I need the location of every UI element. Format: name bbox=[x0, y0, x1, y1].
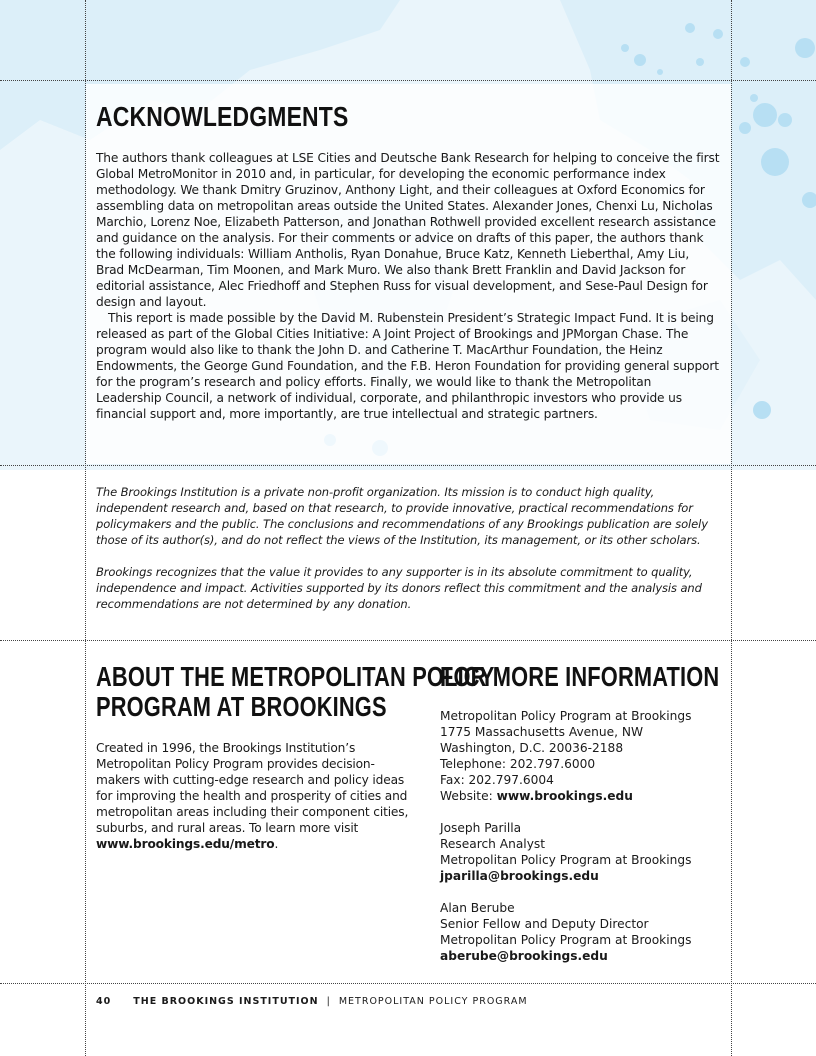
more-info-body bbox=[440, 708, 730, 964]
contact-email[interactable]: aberube@brookings.edu bbox=[440, 949, 608, 963]
contact-block bbox=[440, 900, 730, 964]
address-line-1: 1775 Massachusetts Avenue, NW bbox=[440, 725, 644, 739]
acknowledgments-paragraph-2: This report is made possible by the David M. Rubenstein President’s Strategic Impact Fund. It is being released as part of the Global Cities Initiative: A Joint Project of Brookings and JPMorgan Chase. The program would also like to thank the John D. and Catherine T. MacArthur Foundation, the Heinz Endowments, the George Gund Foundation, and the F.B. Heron Foundation for providing general support for the program’s research and policy efforts. Finally, we would like to thank the Metropolitan Leadership Council, a network of individual, corporate, and philanthropic investors who provide us financial support and, more importantly, are true intellectual and strategic partners. bbox=[96, 311, 719, 421]
contact-org: Metropolitan Policy Program at Brookings bbox=[440, 853, 692, 867]
website-label: Website: bbox=[440, 789, 497, 803]
guide-line-mid1 bbox=[0, 465, 816, 466]
guide-line-right bbox=[731, 0, 732, 1056]
acknowledgments-section bbox=[96, 102, 720, 422]
contact-title: Senior Fellow and Deputy Director bbox=[440, 917, 649, 931]
contact-name: Alan Berube bbox=[440, 901, 515, 915]
guide-line-top bbox=[0, 80, 816, 81]
contact-email[interactable]: jparilla@brookings.edu bbox=[440, 869, 599, 883]
contact-block bbox=[440, 820, 730, 884]
more-info-heading: FOR MORE INFORMATION bbox=[440, 661, 720, 692]
footer-program: METROPOLITAN POLICY PROGRAM bbox=[338, 996, 528, 1007]
fax: Fax: 202.797.6004 bbox=[440, 773, 554, 787]
guide-line-mid2 bbox=[0, 640, 816, 641]
telephone: Telephone: 202.797.6000 bbox=[440, 757, 596, 771]
address-line-2: Washington, D.C. 20036-2188 bbox=[440, 741, 624, 755]
disclaimer-paragraph-2: Brookings recognizes that the value it provides to any supporter is in its absolute commitment to quality, independence and impact. Activities supported by its donors reflect this commitment and the analysis and recommendations are not determined by any donation. bbox=[96, 565, 702, 611]
about-heading-line-2: PROGRAM AT BROOKINGS bbox=[96, 691, 387, 722]
contact-org: Metropolitan Policy Program at Brookings bbox=[440, 933, 692, 947]
contact-name: Joseph Parilla bbox=[440, 821, 522, 835]
website-link[interactable]: www.brookings.edu bbox=[496, 789, 633, 803]
acknowledgments-heading: ACKNOWLEDGMENTS bbox=[96, 101, 349, 132]
org-contact-block bbox=[440, 708, 730, 804]
disclaimer-section bbox=[96, 484, 722, 628]
acknowledgments-paragraph-1: The authors thank colleagues at LSE Cities and Deutsche Bank Research for helping to conceive the first Global MetroMonitor in 2010 and, in particular, for developing the economic performance index methodology. We thank Dmitry Gruzinov, Anthony Light, and their colleagues at Oxford Economics for assembling data on metropolitan areas outside the United States. Alexander Jones, Chenxi Lu, Nicholas Marchio, Lorenz Noe, Elizabeth Patterson, and Jonathan Rothwell provided excellent research assistance and guidance on the analysis. For their comments or advice on drafts of this paper, the authors thank the following individuals: William Antholis, Ryan Donahue, Bruce Katz, Kenneth Lieberthal, Amy Liu, Brad McDearman, Tim Moonen, and Mark Muro. We also thank Brett Franklin and David Jackson for editorial assistance, Alec Friedhoff and Stephen Russ for visual development, and Sese-Paul Design for design and layout. bbox=[96, 151, 720, 309]
footer-separator: | bbox=[326, 996, 331, 1007]
about-link[interactable]: www.brookings.edu/metro bbox=[96, 837, 275, 851]
website-line bbox=[440, 788, 730, 804]
page-footer bbox=[96, 996, 528, 1007]
more-info-section bbox=[440, 662, 730, 980]
guide-line-left bbox=[85, 0, 86, 1056]
disclaimer-paragraph-1: The Brookings Institution is a private non-profit organization. Its mission is to conduct high quality, independent research and, based on that research, to provide innovative, practical recommendations for policymakers and the public. The conclusions and recommendations of any Brookings publication are solely those of its author(s), and do not reflect the views of the Institution, its management, or its other scholars. bbox=[96, 485, 708, 547]
about-body bbox=[96, 740, 414, 852]
about-heading-line-1: ABOUT THE METROPOLITAN POLICY bbox=[96, 661, 495, 692]
acknowledgments-body bbox=[96, 150, 720, 422]
about-text: Created in 1996, the Brookings Institution’s Metropolitan Policy Program provides decision-makers with cutting-edge research and policy ideas for improving the health and prosperity of cities and metropolitan areas including their component cities, suburbs, and rural areas. To learn more visit bbox=[96, 741, 409, 835]
about-heading bbox=[96, 661, 495, 722]
footer-institution: THE BROOKINGS INSTITUTION bbox=[133, 996, 319, 1007]
page-number: 40 bbox=[96, 996, 112, 1007]
contact-title: Research Analyst bbox=[440, 837, 546, 851]
about-end: . bbox=[274, 837, 279, 851]
org-name: Metropolitan Policy Program at Brookings bbox=[440, 709, 692, 723]
guide-line-bottom bbox=[0, 983, 816, 984]
